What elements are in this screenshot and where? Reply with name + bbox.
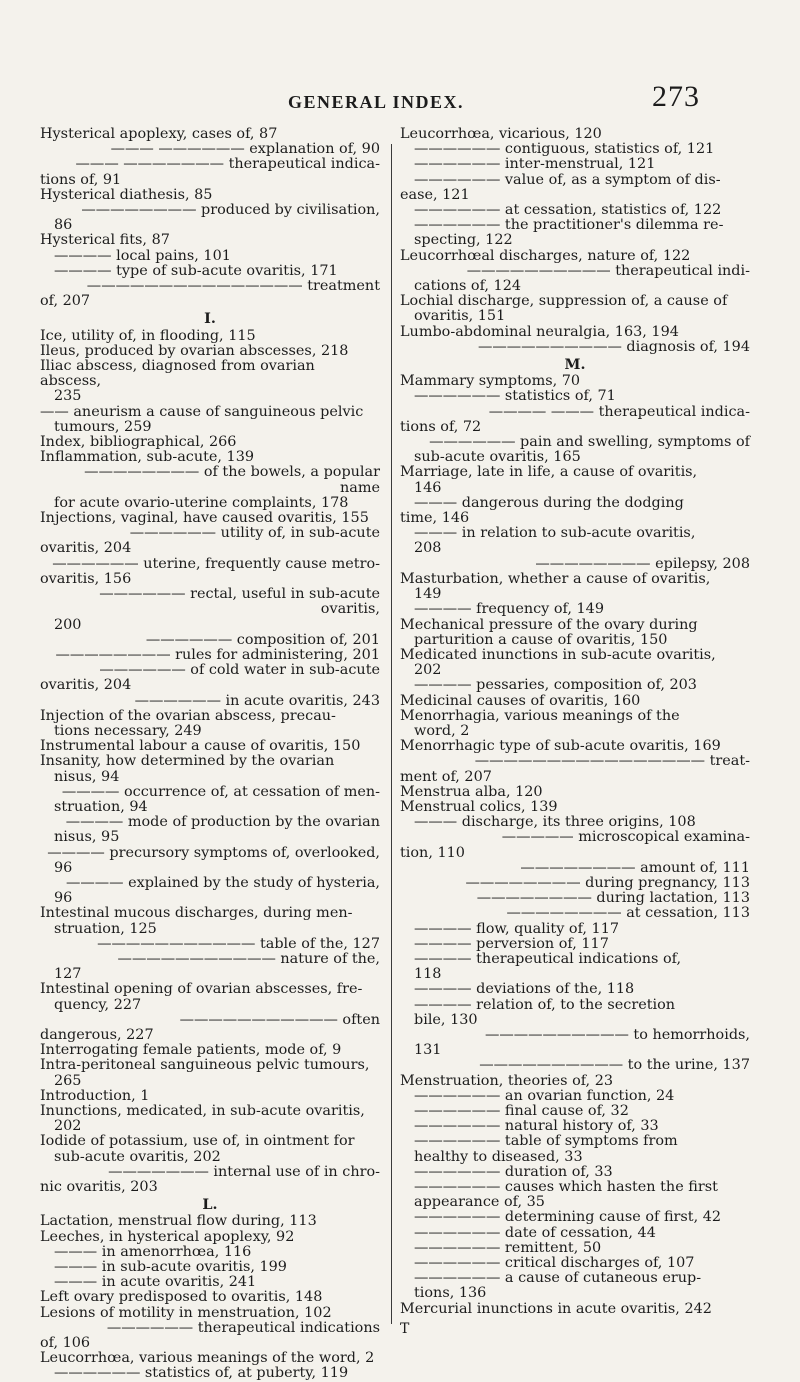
index-entry: of, 106: [40, 1335, 91, 1352]
index-entry: —————— of cold water in sub-acute: [99, 662, 380, 679]
index-entry: —————— statistics of, 71: [414, 388, 616, 405]
index-entry: Hysterical diathesis, 85: [40, 186, 213, 203]
index-entry: Injection of the ovarian abscess, precau-: [40, 707, 336, 724]
index-entry: —————— in acute ovaritis, 243: [134, 692, 380, 709]
index-entry: Iliac abscess, diagnosed from ovarian abscess,: [40, 358, 315, 390]
index-entry: Mercurial inunctions in acute ovaritis, 242: [400, 1300, 712, 1317]
index-entry: ———— occurrence of, at cessation of men-: [61, 783, 380, 800]
index-entry: ease, 121: [400, 186, 470, 203]
index-entry: ——— in acute ovaritis, 241: [54, 1274, 257, 1291]
index-entry: ———— relation of, to the secretion: [414, 996, 676, 1013]
index-entry: ———————————————— treat-: [474, 753, 750, 770]
index-entry: Ileus, produced by ovarian abscesses, 218: [40, 342, 349, 359]
index-entry: Medicated inunctions in sub-acute ovaritis,: [400, 646, 716, 663]
left-index-column: [40, 127, 380, 1382]
index-entry: —————— natural history of, 33: [414, 1118, 659, 1135]
index-entry: ——————————— table of the, 127: [97, 935, 380, 952]
page-number: 273: [652, 80, 700, 113]
index-entry: ———— mode of production by the ovarian: [65, 814, 380, 831]
index-entry: 127: [54, 966, 82, 983]
index-entry: ovaritis, 204: [40, 540, 132, 557]
index-entry: nisus, 95: [54, 829, 120, 846]
index-entry: ———————— at cessation, 113: [506, 905, 750, 922]
index-entry: tion, 110: [400, 844, 465, 861]
index-entry: —————— critical discharges of, 107: [414, 1255, 695, 1272]
index-entry: bile, 130: [414, 1011, 478, 1028]
index-entry: Menorrhagia, various meanings of the: [400, 707, 680, 724]
index-entry: Hysterical fits, 87: [40, 232, 170, 249]
index-entry: ——— in relation to sub-acute ovaritis,: [414, 525, 696, 542]
index-entry: Leucorrhœa, vicarious, 120: [400, 126, 602, 142]
index-entry: —————— pain and swelling, symptoms of: [429, 434, 750, 451]
index-entry: ovaritis, 151: [414, 308, 506, 325]
index-entry: ———— local pains, 101: [54, 247, 231, 264]
index-entry: Menstrual colics, 139: [400, 798, 558, 815]
index-entry: —————————— to the urine, 137: [479, 1057, 750, 1074]
index-entry: cations of, 124: [414, 278, 522, 295]
index-entry: tions necessary, 249: [54, 722, 202, 739]
index-entry: —————————— therapeutical indi-: [466, 262, 750, 279]
index-entry: —————— therapeutical indications: [106, 1319, 380, 1336]
index-entry: ——— in sub-acute ovaritis, 199: [54, 1259, 287, 1276]
index-entry: Intestinal mucous discharges, during men-: [40, 905, 353, 922]
index-entry: appearance of, 35: [414, 1194, 545, 1211]
index-entry: Lactation, menstrual flow during, 113: [40, 1213, 317, 1230]
index-entry: —— aneurism a cause of sanguineous pelvic: [40, 403, 364, 420]
index-entry: Inflammation, sub-acute, 139: [40, 449, 255, 466]
index-entry: ovaritis, 204: [40, 677, 132, 694]
index-entry: tions of, 91: [40, 171, 122, 188]
index-entry: —————— inter-menstrual, 121: [414, 156, 656, 173]
index-entry: ———————— amount of, 111: [520, 859, 750, 876]
index-entry: specting, 122: [414, 232, 513, 249]
index-entry: Ice, utility of, in flooding, 115: [40, 327, 256, 344]
index-entry: ——————————————— treatment: [86, 278, 380, 295]
index-entry: healthy to diseased, 33: [414, 1148, 583, 1165]
index-entry: Interrogating female patients, mode of, 9: [40, 1042, 342, 1059]
index-entry: Mechanical pressure of the ovary during: [400, 616, 698, 633]
index-entry: quency, 227: [54, 996, 142, 1013]
index-entry: ——————— internal use of in chro-: [108, 1163, 380, 1180]
index-entry: —————— duration of, 33: [414, 1163, 613, 1180]
section-letter: M.: [564, 356, 586, 374]
index-entry: ———— frequency of, 149: [414, 601, 604, 618]
index-entry: ——————————— often: [179, 1011, 380, 1028]
index-entry: —————— contiguous, statistics of, 121: [414, 141, 715, 158]
index-entry: Inunctions, medicated, in sub-acute ovaritis,: [40, 1103, 365, 1119]
index-entry: of, 207: [40, 293, 91, 310]
index-entry: —————————— diagnosis of, 194: [477, 338, 750, 355]
index-entry: ———— pessaries, composition of, 203: [414, 677, 697, 694]
index-entry: ———— explained by the study of hysteria,: [65, 874, 380, 891]
index-entry: Leucorrhœal discharges, nature of, 122: [400, 247, 691, 264]
index-entry: nisus, 94: [54, 768, 120, 785]
index-entry: Menstruation, theories of, 23: [400, 1072, 614, 1089]
index-entry: ——— dangerous during the dodging: [414, 494, 684, 511]
index-entry: —————— date of cessation, 44: [414, 1224, 656, 1241]
index-entry: Intra-peritoneal sanguineous pelvic tumours,: [40, 1057, 370, 1074]
index-entry: nic ovaritis, 203: [40, 1179, 158, 1196]
index-entry: struation, 94: [54, 798, 148, 815]
index-entry: Lumbo-abdominal neuralgia, 163, 194: [400, 323, 679, 340]
right-index-column: [400, 127, 750, 1317]
index-entry: 96: [54, 859, 73, 876]
index-entry: 146: [414, 479, 442, 496]
index-entry: 202: [414, 662, 442, 679]
index-entry: 208: [414, 540, 442, 557]
index-entry: ———— precursory symptoms of, overlooked,: [47, 844, 380, 861]
index-entry: Intestinal opening of ovarian abscesses, fre-: [40, 981, 363, 998]
index-entry: —————— final cause of, 32: [414, 1103, 629, 1119]
index-entry: —————— an ovarian function, 24: [414, 1087, 675, 1104]
index-entry: Lochial discharge, suppression of, a cause of: [400, 293, 728, 310]
index-entry: Leucorrhœa, various meanings of the word, 2: [40, 1350, 375, 1367]
index-entry: 149: [414, 586, 442, 603]
index-entry: Injections, vaginal, have caused ovaritis, 155: [40, 510, 369, 527]
index-entry: Lesions of motility in menstruation, 102: [40, 1304, 332, 1321]
index-entry: Hysterical apoplexy, cases of, 87: [40, 126, 278, 142]
index-entry: ———— therapeutical indications of,: [414, 950, 682, 967]
signature-mark: T: [400, 1321, 410, 1337]
index-entry: 96: [54, 890, 73, 907]
page-title: GENERAL INDEX.: [288, 92, 465, 112]
index-entry: Masturbation, whether a cause of ovaritis,: [400, 570, 711, 587]
index-entry: Marriage, late in life, a cause of ovaritis,: [400, 464, 698, 481]
index-entry: —————— table of symptoms from: [414, 1133, 678, 1150]
index-entry: ———————— during pregnancy, 113: [465, 874, 750, 891]
index-entry: ———— type of sub-acute ovaritis, 171: [54, 262, 338, 279]
index-entry: ———————— produced by civilisation,: [81, 202, 380, 219]
index-entry: for acute ovario-uterine complaints, 178: [54, 494, 349, 511]
index-entry: 131: [414, 1042, 442, 1059]
section-letter: I.: [204, 310, 216, 328]
index-entry: ——— in amenorrhœa, 116: [54, 1243, 252, 1260]
index-entry: Left ovary predisposed to ovaritis, 148: [40, 1289, 323, 1306]
index-entry: ——————————— nature of the,: [117, 950, 380, 967]
index-entry: ———— ——— therapeutical indica-: [488, 403, 750, 420]
index-entry: ———— deviations of the, 118: [414, 981, 635, 998]
index-entry: tions of, 72: [400, 418, 482, 435]
section-letter: L.: [202, 1196, 218, 1214]
index-entry: sub-acute ovaritis, 202: [54, 1148, 221, 1165]
index-entry: —————————— to hemorrhoids,: [484, 1026, 750, 1043]
index-entry: ——— discharge, its three origins, 108: [414, 814, 696, 831]
index-entry: Instrumental labour a cause of ovaritis, 150: [40, 738, 361, 755]
index-entry: 202: [54, 1118, 82, 1135]
index-entry: Index, bibliographical, 266: [40, 434, 237, 451]
index-entry: —————— utility of, in sub-acute: [129, 525, 380, 542]
index-entry: —————— uterine, frequently cause metro-: [52, 555, 380, 572]
index-entry: 118: [414, 966, 442, 983]
index-entry: tumours, 259: [54, 418, 152, 435]
index-entry: 200: [54, 616, 82, 633]
index-entry: sub-acute ovaritis, 165: [414, 449, 581, 466]
index-entry: Menstrua alba, 120: [400, 783, 543, 800]
index-entry: parturition a cause of ovaritis, 150: [414, 631, 668, 648]
index-entry: ———— flow, quality of, 117: [414, 920, 620, 937]
index-entry: struation, 125: [54, 920, 157, 937]
index-entry: —————— composition of, 201: [145, 631, 380, 648]
index-entry: word, 2: [414, 722, 470, 739]
index-entry: —————— value of, as a symptom of dis-: [414, 171, 721, 188]
index-entry: ———————— rules for administering, 201: [55, 646, 380, 663]
index-entry: —————— the practitioner's dilemma re-: [414, 217, 724, 234]
index-entry: time, 146: [400, 510, 470, 527]
index-entry: —————— statistics of, at puberty, 119: [54, 1365, 349, 1382]
index-entry: —————— causes which hasten the first: [414, 1179, 718, 1196]
index-entry: Insanity, how determined by the ovarian: [40, 753, 335, 770]
page-header: [0, 70, 800, 120]
index-entry: —————— remittent, 50: [414, 1239, 602, 1256]
index-entry: Leeches, in hysterical apoplexy, 92: [40, 1228, 295, 1245]
index-entry: ———————— epilepsy, 208: [535, 555, 750, 572]
index-entry: —————— at cessation, statistics of, 122: [414, 202, 722, 219]
index-entry: —————— determining cause of first, 42: [414, 1209, 722, 1226]
index-entry: Iodide of potassium, use of, in ointment for: [40, 1133, 355, 1150]
index-entry: ovaritis, 156: [40, 570, 132, 587]
index-entry: dangerous, 227: [40, 1026, 154, 1043]
index-entry: ——— ——————— therapeutical indica-: [75, 156, 380, 173]
index-entry: ——— —————— explanation of, 90: [110, 141, 380, 158]
index-entry: —————— rectal, useful in sub-acute ovaritis,: [99, 586, 380, 618]
index-entry: —————— a cause of cutaneous erup-: [414, 1270, 702, 1287]
index-entry: Menorrhagic type of sub-acute ovaritis, 169: [400, 738, 721, 755]
index-entry: ———————— during lactation, 113: [476, 890, 750, 907]
index-entry: ———————— of the bowels, a popular name: [84, 464, 380, 496]
index-entry: 235: [54, 388, 82, 405]
index-entry: ment of, 207: [400, 768, 492, 785]
index-entry: Medicinal causes of ovaritis, 160: [400, 692, 641, 709]
index-entry: tions, 136: [414, 1285, 487, 1302]
column-divider: [391, 144, 392, 1324]
index-entry: 86: [54, 217, 73, 234]
index-entry: 265: [54, 1072, 82, 1089]
index-entry: Mammary symptoms, 70: [400, 373, 581, 390]
index-entry: ———— perversion of, 117: [414, 935, 609, 952]
index-entry: Introduction, 1: [40, 1087, 150, 1104]
index-entry: ————— microscopical examina-: [501, 829, 750, 846]
